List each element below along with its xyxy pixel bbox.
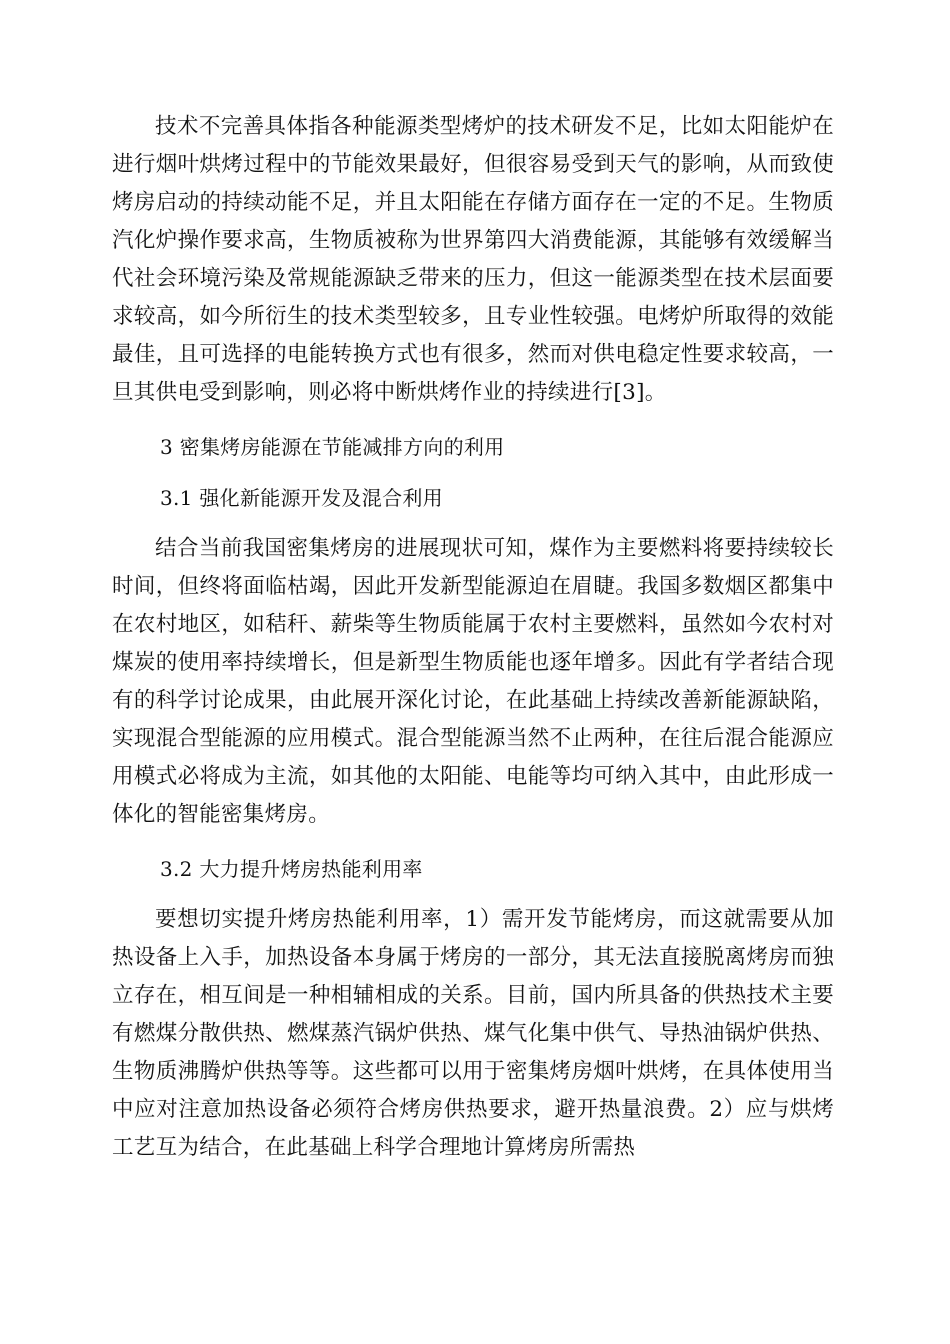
- subsection-heading-3-1: 3.1 强化新能源开发及混合利用: [160, 486, 443, 510]
- section-heading-3: 3 密集烤房能源在节能减排方向的利用: [160, 435, 505, 459]
- paragraph-heat-utilization: 要想切实提升烤房热能利用率，1）需开发节能烤房，而这就需要从加热设备上入手，加热设备本身属于烤房的一部分，其无法直接脱离烤房而独立存在，相互间是一种相辅相成的关系。目前，国内所具备的供热技术主要有燃煤分散供热、燃煤蒸汽锅炉供热、煤气化集中供气、导热油锅炉供热、生物质沸腾炉供热等等。这些都可以用于密集烤房烟叶烘烤，在具体使用当中应对注意加热设备必须符合烤房供热要求，避开热量浪费。2）应与烘烤工艺互为结合，在此基础上科学合理地计算烤房所需热: [112, 907, 834, 1160]
- paragraph-new-energy: 结合当前我国密集烤房的进展现状可知，煤作为主要燃料将要持续较长时间，但终将面临枯竭，因此开发新型能源迫在眉睫。我国多数烟区都集中在农村地区，如秸秆、薪柴等生物质能属于农村主要燃料，虽然如今农村对煤炭的使用率持续增长，但是新型生物质能也逐年增多。因此有学者结合现有的科学讨论成果，由此展开深化讨论，在此基础上持续改善新能源缺陷，实现混合型能源的应用模式。混合型能源当然不止两种，在往后混合能源应用模式必将成为主流，如其他的太阳能、电能等均可纳入其中，由此形成一体化的智能密集烤房。: [112, 536, 834, 827]
- document-body: [112, 108, 834, 1167]
- paragraph-technology-issues: 技术不完善具体指各种能源类型烤炉的技术研发不足，比如太阳能炉在进行烟叶烘烤过程中的节能效果最好，但很容易受到天气的影响，从而致使烤房启动的持续动能不足，并且太阳能在存储方面存在一定的不足。生物质汽化炉操作要求高，生物质被称为世界第四大消费能源，其能够有效缓解当代社会环境污染及常规能源缺乏带来的压力，但这一能源类型在技术层面要求较高，如今所衍生的技术类型较多，且专业性较强。电烤炉所取得的效能最佳，且可选择的电能转换方式也有很多，然而对供电稳定性要求较高，一旦其供电受到影响，则必将中断烘烤作业的持续进行[3]。: [112, 114, 834, 405]
- subsection-heading-3-2: 3.2 大力提升烤房热能利用率: [160, 857, 423, 881]
